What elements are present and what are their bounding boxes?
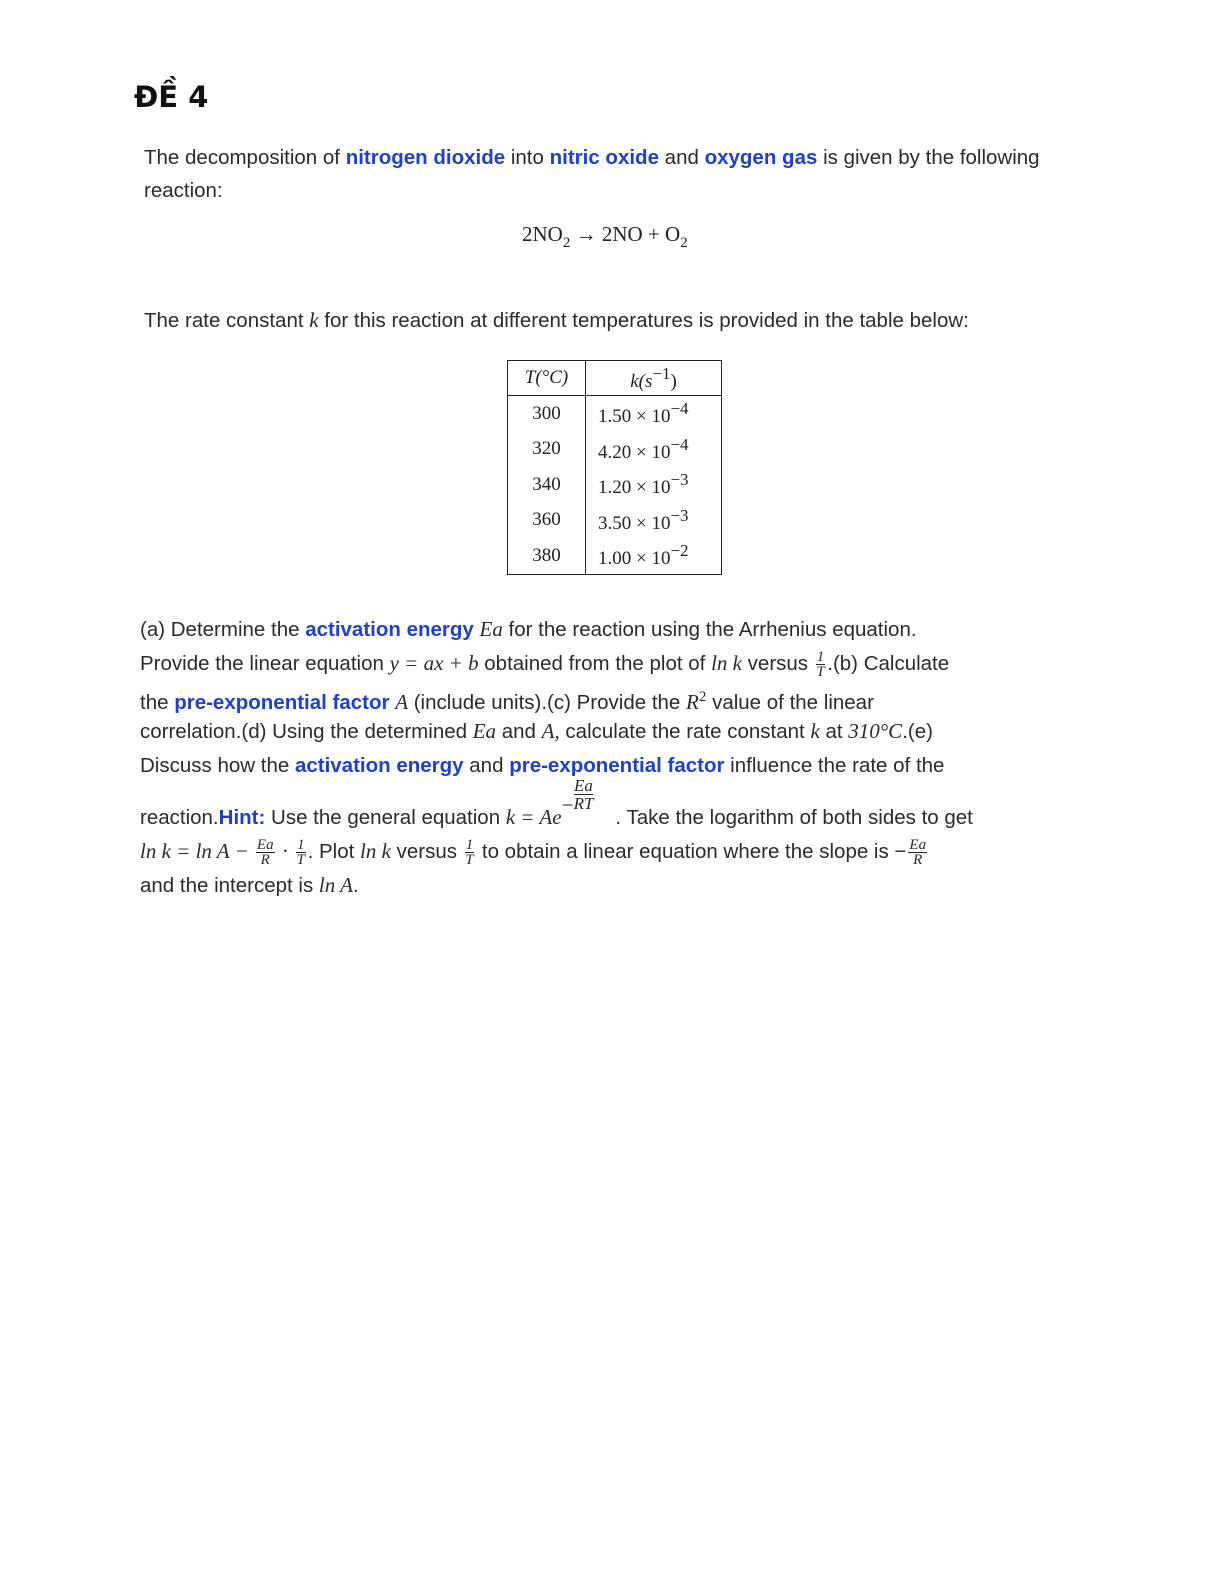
reactant: 2NO xyxy=(522,222,563,246)
frac-num: Ea xyxy=(574,776,593,795)
text: influence the rate of the xyxy=(724,754,945,777)
cell-temperature: 380 xyxy=(508,538,586,574)
term-activation-energy: activation energy xyxy=(294,754,464,777)
header-rate-constant xyxy=(586,361,722,396)
frac-num: Ea xyxy=(909,837,927,854)
term-nitrogen-dioxide: nitrogen dioxide xyxy=(345,146,506,169)
math-a: A, xyxy=(541,719,560,743)
text: calculate the rate constant xyxy=(559,720,811,743)
term-activation-energy: activation energy xyxy=(305,618,474,641)
cell-rate xyxy=(586,467,722,503)
text: to obtain a linear equation where the slope is − xyxy=(476,840,907,863)
math-k: k xyxy=(309,308,319,332)
frac-num: 1 xyxy=(465,837,474,854)
text: obtained from the plot of xyxy=(478,652,712,675)
math-ln-equation: ln k = ln A − xyxy=(140,839,254,863)
math-ea: Ea xyxy=(472,719,497,743)
question-line xyxy=(140,869,1080,903)
table-row xyxy=(508,432,722,468)
text: .(b) Calculate xyxy=(827,652,950,675)
text: . Plot xyxy=(307,840,360,863)
cell-rate xyxy=(586,396,722,432)
header-k-exp: −1 xyxy=(652,363,671,383)
question-line xyxy=(140,613,1080,647)
math-temperature: 310°C xyxy=(848,719,903,743)
rate-mantissa: 1.50 × 10 xyxy=(598,406,671,428)
frac-den: R xyxy=(260,852,270,869)
rate-mantissa: 4.20 × 10 xyxy=(598,441,671,463)
subscript: 2 xyxy=(562,235,571,251)
fraction-1-over-t xyxy=(296,838,306,867)
questions-paragraph xyxy=(140,613,1080,903)
frac-den: R xyxy=(913,852,923,869)
rate-constant-table xyxy=(507,360,722,575)
term-pre-exponential-factor: pre-exponential factor xyxy=(509,754,725,777)
cell-temperature: 320 xyxy=(508,432,586,468)
rate-exponent: −4 xyxy=(670,399,689,419)
math-lnk: ln k xyxy=(711,651,742,675)
rate-exponent: −3 xyxy=(670,470,689,490)
cell-rate xyxy=(586,503,722,539)
text: versus xyxy=(390,840,463,863)
frac-den: T xyxy=(816,664,825,681)
text: the xyxy=(140,690,175,714)
cell-temperature: 340 xyxy=(508,467,586,503)
intro-paragraph xyxy=(144,141,1104,207)
table-row xyxy=(508,396,722,432)
rate-mantissa: 3.50 × 10 xyxy=(598,512,671,534)
question-line xyxy=(140,749,1080,783)
intro-text: for this reaction at different temperatures is provided in the table below: xyxy=(318,309,969,332)
text: for the reaction using the Arrhenius equation. xyxy=(502,618,917,641)
text: correlation.(d) Using the determined xyxy=(140,720,473,743)
exponent-fraction xyxy=(574,777,594,812)
text: Use the general equation xyxy=(265,806,506,829)
intro-text: is given by the following reaction: xyxy=(144,146,1040,202)
frac-num: Ea xyxy=(256,837,274,854)
text: value of the linear xyxy=(706,690,874,714)
table-header-row xyxy=(508,361,722,396)
math-arrhenius: k = Ae xyxy=(505,805,562,829)
question-line xyxy=(140,647,1080,681)
term-oxygen-gas: oxygen gas xyxy=(704,146,818,169)
reaction-equation xyxy=(522,222,688,252)
math-ea: Ea xyxy=(479,617,503,641)
subscript: 2 xyxy=(680,235,688,251)
fraction-1-over-t xyxy=(465,838,475,867)
text: and xyxy=(496,720,542,743)
text: . Take the logarithm of both sides to get xyxy=(615,806,973,829)
frac-den: RT xyxy=(573,794,594,813)
text: (include units).(c) Provide the xyxy=(408,690,687,714)
header-temperature-label: T(°C) xyxy=(524,367,569,388)
math-r: R xyxy=(686,689,699,714)
text: Provide the linear equation xyxy=(140,652,390,675)
fraction-1-over-t xyxy=(816,650,826,679)
page-title: ĐỀ 4 xyxy=(134,80,209,114)
question-line xyxy=(140,681,1080,715)
exponent-minus: − xyxy=(561,793,574,817)
math-lnk: ln k xyxy=(360,839,391,863)
cell-rate xyxy=(586,538,722,574)
question-line xyxy=(140,715,1080,749)
fraction-ea-over-r xyxy=(256,838,275,867)
term-nitric-oxide: nitric oxide xyxy=(549,146,659,169)
table-intro xyxy=(144,304,1144,337)
rate-exponent: −3 xyxy=(670,505,689,525)
rate-mantissa: 1.20 × 10 xyxy=(598,477,671,499)
rate-exponent: −4 xyxy=(670,434,689,454)
table-row xyxy=(508,538,722,574)
frac-den: T xyxy=(296,852,305,869)
header-temperature xyxy=(508,361,586,396)
intro-text: The decomposition of xyxy=(144,146,346,169)
text: and the intercept is xyxy=(140,874,319,897)
frac-num: 1 xyxy=(297,837,305,854)
header-k-base: k(s xyxy=(630,370,653,392)
question-line xyxy=(140,776,1080,835)
fraction-ea-over-r xyxy=(908,838,927,867)
frac-den: T xyxy=(465,852,474,869)
table-row xyxy=(508,503,722,539)
math-linear-eq: y = ax + b xyxy=(389,651,479,675)
cell-temperature: 300 xyxy=(508,396,586,432)
math-r-squared: 2 xyxy=(698,689,707,705)
text: at xyxy=(819,720,849,743)
text: .(e) xyxy=(902,720,933,743)
math-ln-a: ln A xyxy=(318,873,353,897)
intro-text: into xyxy=(505,146,550,169)
products: → 2NO + O xyxy=(570,222,681,246)
intro-text: The rate constant xyxy=(144,309,310,332)
text: reaction. xyxy=(140,806,219,829)
term-pre-exponential-factor: pre-exponential factor xyxy=(174,690,390,714)
math-dot: · xyxy=(276,839,295,863)
text: versus xyxy=(741,652,814,675)
rate-mantissa: 1.00 × 10 xyxy=(598,548,671,570)
hint-label: Hint: xyxy=(218,806,266,829)
header-k-close: ) xyxy=(670,370,677,392)
table-row xyxy=(508,467,722,503)
text: . xyxy=(352,874,359,897)
frac-num: 1 xyxy=(816,649,825,666)
math-k: k xyxy=(810,719,820,743)
exponent xyxy=(561,776,616,834)
intro-text: and xyxy=(658,146,705,169)
cell-rate xyxy=(586,432,722,468)
cell-temperature: 360 xyxy=(508,503,586,539)
text: (a) Determine the xyxy=(140,618,306,641)
question-line xyxy=(140,835,1080,869)
math-a: A xyxy=(395,689,409,714)
text: Discuss how the xyxy=(140,754,295,777)
rate-exponent: −2 xyxy=(670,541,689,561)
text: and xyxy=(463,754,510,777)
